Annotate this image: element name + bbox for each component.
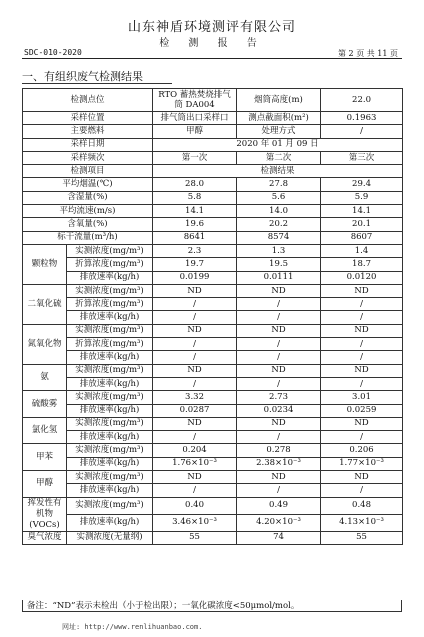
metric-value: / bbox=[153, 351, 237, 364]
metric-value: 0.206 bbox=[321, 444, 403, 457]
metric-label: 排放速率(kg/h) bbox=[67, 514, 153, 531]
sampling-position-label: 采样位置 bbox=[23, 112, 153, 125]
report-title: 检 测 报 告 bbox=[159, 38, 265, 49]
sampling-position-value: 排气筒出口采样口 bbox=[153, 112, 237, 125]
odor-value: 74 bbox=[237, 531, 321, 544]
metric-value: / bbox=[321, 338, 403, 351]
metric-value: / bbox=[237, 431, 321, 444]
param-value: 8574 bbox=[237, 231, 321, 244]
param-value: 27.8 bbox=[237, 178, 321, 191]
table-row bbox=[23, 191, 403, 204]
metric-value: / bbox=[237, 377, 321, 390]
metric-value: 0.278 bbox=[237, 444, 321, 457]
metric-value: ND bbox=[237, 324, 321, 337]
table-row bbox=[23, 218, 403, 231]
table-row bbox=[23, 284, 403, 297]
metric-value: / bbox=[237, 484, 321, 497]
metric-value: 0.48 bbox=[321, 497, 403, 514]
table-row bbox=[23, 112, 403, 125]
metric-value: 1.3 bbox=[237, 244, 321, 257]
table-row bbox=[23, 497, 403, 514]
metric-value: / bbox=[153, 484, 237, 497]
metric-label: 实测浓度(mg/m³) bbox=[67, 284, 153, 297]
metric-value: 0.0111 bbox=[237, 271, 321, 284]
frequency-label: 采样频次 bbox=[23, 151, 153, 164]
metric-value: / bbox=[153, 338, 237, 351]
metric-value: 3.46×10⁻³ bbox=[153, 514, 237, 531]
pollutant-name: 氨 bbox=[23, 364, 67, 391]
metric-value: 0.0234 bbox=[237, 404, 321, 417]
metric-value: 0.40 bbox=[153, 497, 237, 514]
metric-label: 实测浓度(mg/m³) bbox=[67, 244, 153, 257]
param-label: 平均流速(m/s) bbox=[23, 205, 153, 218]
metric-value: 4.20×10⁻³ bbox=[237, 514, 321, 531]
metric-label: 实测浓度(mg/m³) bbox=[67, 391, 153, 404]
param-value: 8607 bbox=[321, 231, 403, 244]
table-row bbox=[23, 165, 403, 178]
table-row bbox=[23, 231, 403, 244]
stack-height-label: 烟筒高度(m) bbox=[237, 89, 321, 112]
table-row bbox=[23, 125, 403, 138]
metric-value: ND bbox=[321, 364, 403, 377]
metric-value: 3.01 bbox=[321, 391, 403, 404]
metric-value: ND bbox=[153, 417, 237, 430]
table-row bbox=[23, 205, 403, 218]
param-value: 8641 bbox=[153, 231, 237, 244]
table-row bbox=[23, 324, 403, 337]
metric-value: 19.7 bbox=[153, 258, 237, 271]
table-row bbox=[23, 531, 403, 544]
table-row bbox=[23, 138, 403, 151]
result-label: 检测结果 bbox=[153, 165, 403, 178]
metric-value: 3.32 bbox=[153, 391, 237, 404]
table-row bbox=[23, 151, 403, 164]
stack-height-value: 22.0 bbox=[321, 89, 403, 112]
metric-value: / bbox=[237, 298, 321, 311]
fuel-value: 甲醇 bbox=[153, 125, 237, 138]
pollutant-name: 二氧化硫 bbox=[23, 284, 67, 324]
param-label: 标干流量(m³/h) bbox=[23, 231, 153, 244]
pollutant-name: 颗粒物 bbox=[23, 244, 67, 284]
metric-value: 0.0287 bbox=[153, 404, 237, 417]
section-area-label: 测点截面积(m²) bbox=[237, 112, 321, 125]
metric-value: / bbox=[321, 377, 403, 390]
metric-value: ND bbox=[321, 324, 403, 337]
param-value: 20.1 bbox=[321, 218, 403, 231]
metric-label: 排放速率(kg/h) bbox=[67, 351, 153, 364]
metric-value: / bbox=[153, 298, 237, 311]
odor-value: 55 bbox=[153, 531, 237, 544]
pollutant-name: 硫酸雾 bbox=[23, 391, 67, 418]
metric-value: 0.0199 bbox=[153, 271, 237, 284]
table-row bbox=[23, 364, 403, 377]
table-row bbox=[23, 457, 403, 470]
param-value: 28.0 bbox=[153, 178, 237, 191]
fuel-label: 主要燃料 bbox=[23, 125, 153, 138]
date-value: 2020 年 01 月 09 日 bbox=[153, 138, 403, 151]
table-note: 备注：“ND”表示未检出（小于检出限）；一氧化碳浓度<50μmol/mol。 bbox=[22, 600, 402, 612]
metric-value: / bbox=[237, 338, 321, 351]
metric-value: ND bbox=[321, 417, 403, 430]
metric-value: 0.204 bbox=[153, 444, 237, 457]
item-label: 检测项目 bbox=[23, 165, 153, 178]
metric-value: / bbox=[321, 431, 403, 444]
metric-value: ND bbox=[321, 471, 403, 484]
document-number: SDC-010-2020 bbox=[24, 48, 82, 57]
table-row bbox=[23, 351, 403, 364]
metric-value: 0.0259 bbox=[321, 404, 403, 417]
param-value: 14.0 bbox=[237, 205, 321, 218]
section-title: 一、有组织废气检测结果 bbox=[22, 68, 143, 84]
param-value: 29.4 bbox=[321, 178, 403, 191]
metric-value: / bbox=[237, 351, 321, 364]
metric-value: ND bbox=[237, 364, 321, 377]
table-row bbox=[23, 514, 403, 531]
metric-value: 2.73 bbox=[237, 391, 321, 404]
metric-label: 排放速率(kg/h) bbox=[67, 457, 153, 470]
metric-value: ND bbox=[237, 417, 321, 430]
emission-results-table bbox=[22, 88, 403, 545]
metric-value: 1.4 bbox=[321, 244, 403, 257]
param-value: 5.6 bbox=[237, 191, 321, 204]
table-row bbox=[23, 417, 403, 430]
metric-label: 实测浓度(mg/m³) bbox=[67, 471, 153, 484]
metric-value: 18.7 bbox=[321, 258, 403, 271]
metric-label: 折算浓度(mg/m³) bbox=[67, 298, 153, 311]
section-area-value: 0.1963 bbox=[321, 112, 403, 125]
table-row bbox=[23, 484, 403, 497]
metric-label: 排放速率(kg/h) bbox=[67, 311, 153, 324]
table-row bbox=[23, 431, 403, 444]
metric-value: / bbox=[321, 311, 403, 324]
param-value: 19.6 bbox=[153, 218, 237, 231]
treatment-value: / bbox=[321, 125, 403, 138]
table-row bbox=[23, 377, 403, 390]
point-value: RTO 蓄热焚烧排气筒 DA004 bbox=[153, 89, 237, 112]
website-footer: 网址: http://www.renlihuanbao.com. bbox=[62, 623, 203, 631]
metric-label: 排放速率(kg/h) bbox=[67, 484, 153, 497]
table-row bbox=[23, 391, 403, 404]
metric-value: ND bbox=[237, 284, 321, 297]
table-row bbox=[23, 178, 403, 191]
metric-label: 折算浓度(mg/m³) bbox=[67, 338, 153, 351]
param-label: 含湿量(%) bbox=[23, 191, 153, 204]
metric-value: 19.5 bbox=[237, 258, 321, 271]
metric-value: / bbox=[321, 484, 403, 497]
metric-value: 0.0120 bbox=[321, 271, 403, 284]
point-label: 检测点位 bbox=[23, 89, 153, 112]
metric-value: 1.76×10⁻³ bbox=[153, 457, 237, 470]
odor-value: 55 bbox=[321, 531, 403, 544]
table-row bbox=[23, 311, 403, 324]
pollutant-name: 氮氧化物 bbox=[23, 324, 67, 364]
param-value: 14.1 bbox=[153, 205, 237, 218]
metric-value: 0.49 bbox=[237, 497, 321, 514]
metric-label: 实测浓度(mg/m³) bbox=[67, 417, 153, 430]
odor-label: 实测浓度(无量纲) bbox=[67, 531, 153, 544]
metric-label: 排放速率(kg/h) bbox=[67, 431, 153, 444]
metric-value: / bbox=[153, 431, 237, 444]
metric-value: 2.38×10⁻³ bbox=[237, 457, 321, 470]
company-name: 山东神盾环境测评有限公司 bbox=[127, 20, 296, 35]
pollutant-name: 甲苯 bbox=[23, 444, 67, 471]
table-row bbox=[23, 258, 403, 271]
pollutant-name: 挥发性有机物(VOCs) bbox=[23, 497, 67, 531]
table-row bbox=[23, 271, 403, 284]
table-row bbox=[23, 244, 403, 257]
table-row bbox=[23, 444, 403, 457]
table-row bbox=[23, 471, 403, 484]
metric-value: / bbox=[153, 377, 237, 390]
metric-value: / bbox=[153, 311, 237, 324]
table-row bbox=[23, 89, 403, 112]
metric-value: ND bbox=[153, 471, 237, 484]
metric-value: 4.13×10⁻³ bbox=[321, 514, 403, 531]
treatment-label: 处理方式 bbox=[237, 125, 321, 138]
frequency-1: 第一次 bbox=[153, 151, 237, 164]
metric-label: 实测浓度(mg/m³) bbox=[67, 444, 153, 457]
metric-value: ND bbox=[153, 284, 237, 297]
date-label: 采样日期 bbox=[23, 138, 153, 151]
metric-label: 实测浓度(mg/m³) bbox=[67, 364, 153, 377]
param-label: 平均烟温(℃) bbox=[23, 178, 153, 191]
metric-label: 折算浓度(mg/m³) bbox=[67, 258, 153, 271]
metric-value: / bbox=[321, 298, 403, 311]
table-row bbox=[23, 404, 403, 417]
metric-value: ND bbox=[153, 364, 237, 377]
frequency-3: 第三次 bbox=[321, 151, 403, 164]
metric-label: 排放速率(kg/h) bbox=[67, 404, 153, 417]
metric-value: 2.3 bbox=[153, 244, 237, 257]
metric-value: ND bbox=[237, 471, 321, 484]
metric-label: 实测浓度(mg/m³) bbox=[67, 324, 153, 337]
pollutant-name: 甲醇 bbox=[23, 471, 67, 498]
pollutant-name: 氯化氢 bbox=[23, 417, 67, 444]
metric-value: ND bbox=[153, 324, 237, 337]
metric-value: 1.77×10⁻³ bbox=[321, 457, 403, 470]
param-value: 14.1 bbox=[321, 205, 403, 218]
metric-label: 排放速率(kg/h) bbox=[67, 271, 153, 284]
metric-label: 排放速率(kg/h) bbox=[67, 377, 153, 390]
table-row bbox=[23, 338, 403, 351]
param-value: 5.9 bbox=[321, 191, 403, 204]
page-info: 第 2 页 共 11 页 bbox=[338, 49, 398, 58]
header-divider bbox=[22, 58, 402, 59]
metric-label: 实测浓度(mg/m³) bbox=[67, 497, 153, 514]
table-row bbox=[23, 298, 403, 311]
odor-name: 臭气浓度 bbox=[23, 531, 67, 544]
param-value: 5.8 bbox=[153, 191, 237, 204]
param-value: 20.2 bbox=[237, 218, 321, 231]
frequency-2: 第二次 bbox=[237, 151, 321, 164]
metric-value: ND bbox=[321, 284, 403, 297]
param-label: 含氧量(%) bbox=[23, 218, 153, 231]
metric-value: / bbox=[321, 351, 403, 364]
metric-value: / bbox=[237, 311, 321, 324]
